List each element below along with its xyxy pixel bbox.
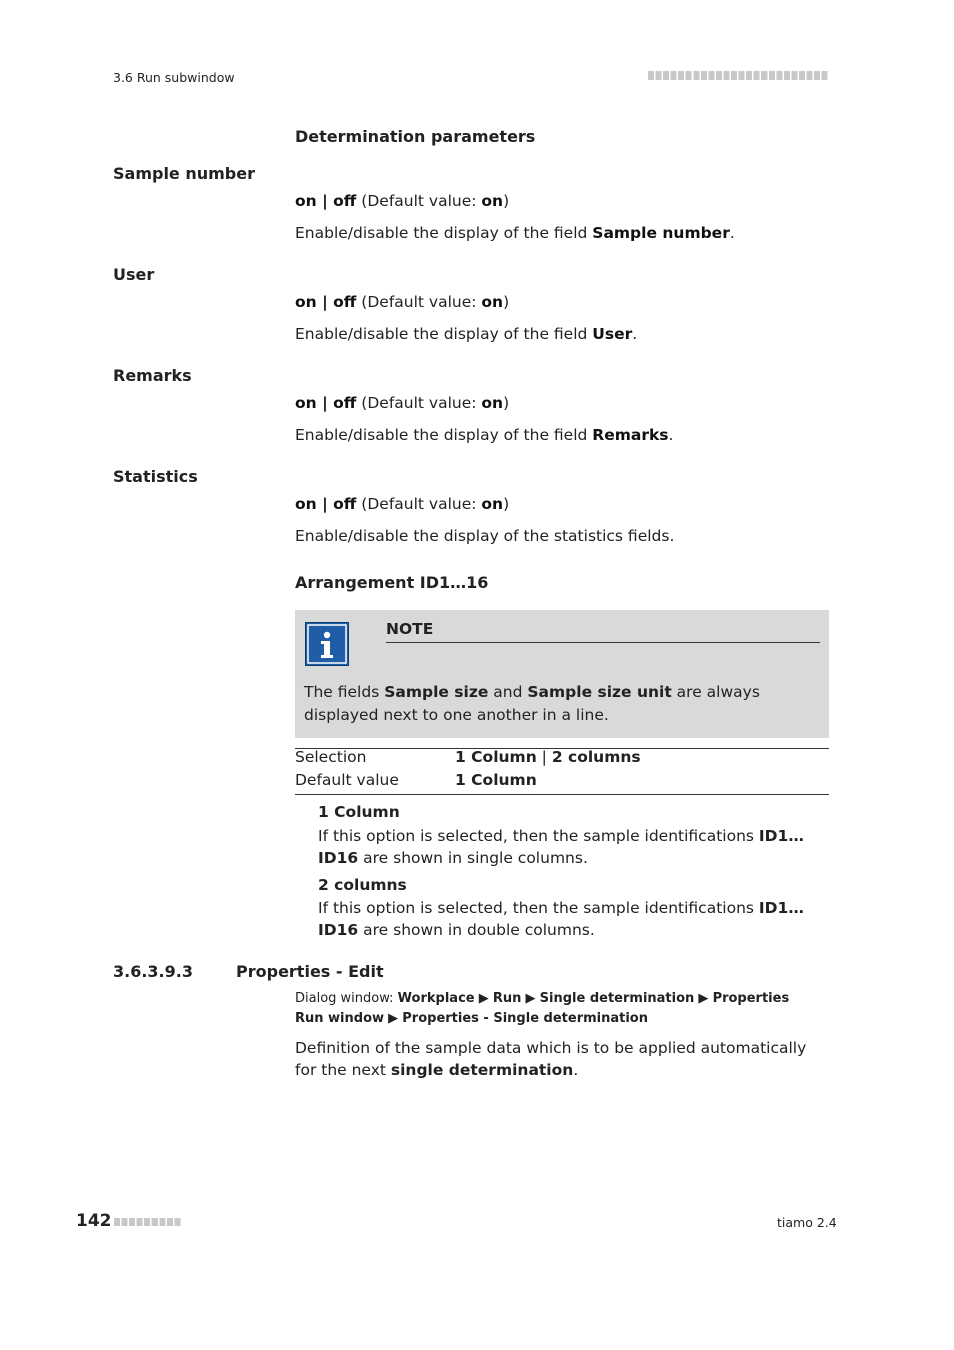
page-number: 142 (76, 1211, 112, 1231)
param-remarks-values: on | off (Default value: on) (295, 394, 510, 412)
section-number: 3.6.3.9.3 (113, 962, 193, 981)
section-definition: Definition of the sample data which is to be applied automatically for the next single determination. (295, 1039, 812, 1079)
info-icon (305, 622, 349, 666)
param-statistics: Statistics (113, 467, 198, 486)
footer-decoration (114, 1218, 182, 1226)
param-statistics-desc: Enable/disable the display of the statistics fields. (295, 527, 675, 545)
param-sample-number-values: on | off (Default value: on) (295, 192, 510, 210)
note-divider (386, 642, 820, 643)
determination-heading: Determination parameters (295, 127, 536, 146)
selection-value: 1 Column | 2 columns (455, 748, 641, 766)
running-header: 3.6 Run subwindow (113, 70, 235, 85)
option-1-column-title: 1 Column (318, 803, 400, 821)
note-title: NOTE (386, 620, 434, 638)
table-bottom-rule (295, 794, 829, 795)
param-sample-number-desc: Enable/disable the display of the field Sample number. (295, 224, 735, 242)
section-title: Properties - Edit (236, 962, 384, 981)
param-sample-number: Sample number (113, 164, 255, 183)
default-value-label: Default value (295, 771, 399, 789)
param-user-desc: Enable/disable the display of the field User. (295, 325, 638, 343)
param-remarks: Remarks (113, 366, 192, 385)
option-2-columns-desc: If this option is selected, then the sample identifications ID1…ID16 are shown in double columns. (318, 899, 804, 939)
note-text: The fields Sample size and Sample size unit are always displayed next to one another in a line. (304, 683, 765, 724)
selection-label: Selection (295, 748, 367, 766)
param-statistics-values: on | off (Default value: on) (295, 495, 510, 513)
product-name: tiamo 2.4 (777, 1215, 837, 1230)
param-user: User (113, 265, 155, 284)
arrangement-heading: Arrangement ID1…16 (295, 573, 489, 592)
option-2-columns-title: 2 columns (318, 876, 407, 894)
dialog-path: Dialog window: Workplace ▶ Run ▶ Single determination ▶ Properties Run window ▶ Properties - Single determination (295, 991, 790, 1026)
option-1-column-desc: If this option is selected, then the sample identifications ID1…ID16 are shown in single columns. (318, 827, 804, 867)
param-user-values: on | off (Default value: on) (295, 293, 510, 311)
default-value: 1 Column (455, 771, 537, 789)
param-remarks-desc: Enable/disable the display of the field Remarks. (295, 426, 674, 444)
header-decoration (648, 71, 829, 80)
